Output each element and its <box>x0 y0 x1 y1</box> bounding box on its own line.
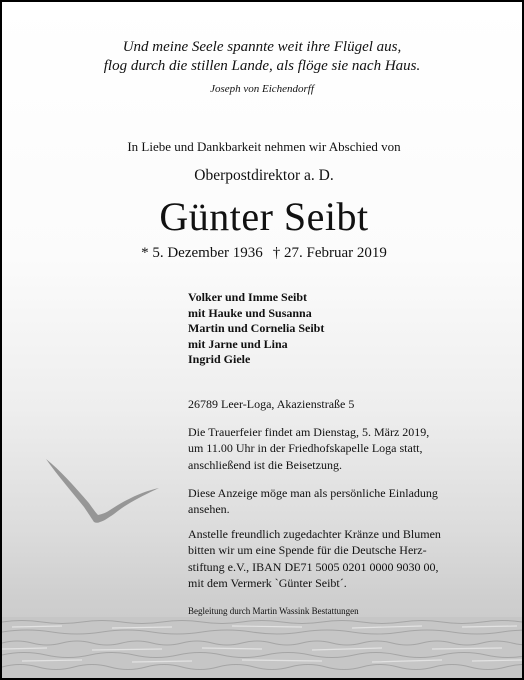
quote-line-2: flog durch die stillen Lande, als flöge sie nach Haus. <box>103 58 421 74</box>
death-date: † 27. Februar 2019 <box>272 245 387 261</box>
birth-date: * 5. Dezember 1936 <box>141 245 263 261</box>
mourner-line: Martin und Cornelia Seibt <box>188 321 325 335</box>
mourner-line: Volker und Imme Seibt <box>188 290 308 304</box>
funeral-line: anschließend ist die Beisetzung. <box>188 457 342 472</box>
mourners-list <box>188 290 324 368</box>
funeral-line: um 11.00 Uhr in der Friedhofskapelle Loga statt, <box>188 441 423 456</box>
intro-text: In Liebe und Dankbarkeit nehmen wir Abschied von <box>127 139 401 154</box>
address: 26789 Leer-Loga, Akazienstraße 5 <box>188 397 355 411</box>
quote <box>2 38 522 76</box>
donation-line: mit dem Vermerk `Günter Seibt´. <box>188 575 347 590</box>
deceased-name: Günter Seibt <box>159 194 369 239</box>
seagull-icon <box>46 459 159 523</box>
donation-paragraph <box>188 526 441 591</box>
quote-author: Joseph von Eichendorff <box>210 83 314 95</box>
funeral-paragraph <box>188 424 429 473</box>
deceased-title: Oberpostdirektor a. D. <box>194 167 334 184</box>
mourner-line: Ingrid Giele <box>188 352 251 366</box>
quote-line-1: Und meine Seele spannte weit ihre Flügel aus, <box>122 39 402 55</box>
invitation-line: Diese Anzeige möge man als persönliche Einladung <box>188 486 438 500</box>
donation-line: bitten wir um eine Spende für die Deutsche Herz- <box>188 543 427 558</box>
invitation-paragraph <box>188 485 438 518</box>
funeral-line: Die Trauerfeier findet am Dienstag, 5. März 2019, <box>188 425 430 439</box>
invitation-line: ansehen. <box>188 502 230 517</box>
mourner-line: mit Hauke und Susanna <box>188 305 312 320</box>
donation-line: stiftung e.V., IBAN DE71 5005 0201 0000 9030 00, <box>188 559 439 574</box>
mourner-line: mit Jarne und Lina <box>188 336 288 351</box>
life-dates <box>2 245 524 262</box>
funeral-home-credit: Begleitung durch Martin Wassink Bestattungen <box>188 606 359 616</box>
donation-line: Anstelle freundlich zugedachter Kränze und Blumen <box>188 527 441 541</box>
